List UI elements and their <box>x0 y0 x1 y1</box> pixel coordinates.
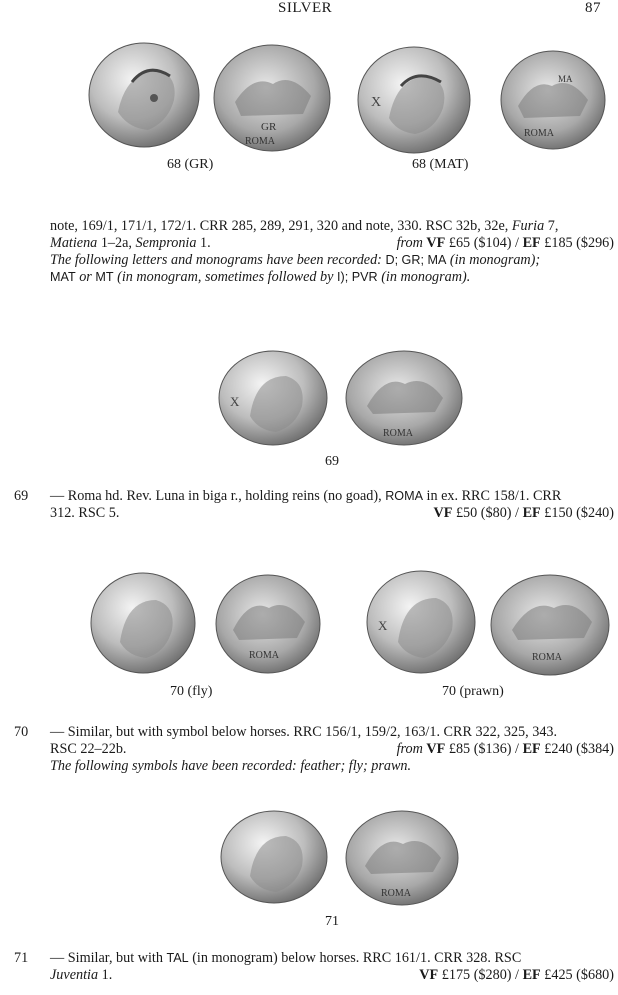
caption-71: 71 <box>325 914 339 929</box>
caption-69: 69 <box>325 454 339 469</box>
entry-71-number: 71 <box>14 950 29 966</box>
coin-68-mat-obverse <box>357 46 471 154</box>
coin-71-obverse <box>220 810 328 904</box>
running-head: SILVER <box>278 0 333 16</box>
caption-70-fly: 70 (fly) <box>170 684 213 699</box>
coin-68-mat-reverse <box>500 50 606 150</box>
price-68: from VF £65 ($104) / EF £185 ($296) <box>396 235 614 251</box>
coin-70-fly-reverse <box>215 574 321 674</box>
coin-69-obverse <box>218 350 328 446</box>
svg-text:ROMA: ROMA <box>532 652 563 663</box>
caption-70-prawn: 70 (prawn) <box>442 684 504 699</box>
entry-69-number: 69 <box>14 488 29 504</box>
svg-text:ROMA: ROMA <box>249 650 280 661</box>
svg-text:X: X <box>230 394 240 409</box>
coin-70-prawn-obverse <box>366 570 476 674</box>
coin-legend: GR <box>261 121 277 133</box>
entry-70-text: — Similar, but with symbol below horses. RRC 156/1, 159/2, 163/1. CRR 322, 325, 343. RSC 22–22b. from VF £85 ($136) / EF £240 ($384) The following symbols have been recorded: feather; fly; prawn. <box>50 724 614 774</box>
entry-69-text: — Roma hd. Rev. Luna in biga r., holding reins (no goad), ROMA in ex. RRC 158/1. CRR 312. RSC 5. VF £50 ($80) / EF £150 ($240) <box>50 488 614 521</box>
price-69: VF £50 ($80) / EF £150 ($240) <box>433 505 614 521</box>
entry-70-number: 70 <box>14 724 29 740</box>
svg-text:X: X <box>378 618 388 633</box>
coin-68-gr-obverse <box>88 42 200 148</box>
svg-text:ROMA: ROMA <box>383 428 414 439</box>
price-70: from VF £85 ($136) / EF £240 ($384) <box>396 741 614 757</box>
coin-71-reverse <box>345 810 459 906</box>
caption-68-gr: 68 (GR) <box>167 157 214 172</box>
coin-exergue: ROMA <box>245 136 276 147</box>
page-number: 87 <box>585 0 601 16</box>
svg-text:ROMA: ROMA <box>524 128 555 139</box>
svg-text:ROMA: ROMA <box>381 888 412 899</box>
svg-text:X: X <box>371 95 382 110</box>
coin-70-fly-obverse <box>90 572 196 674</box>
coin-68-gr-reverse <box>213 44 331 152</box>
caption-68-mat: 68 (MAT) <box>412 157 469 172</box>
entry-68-text: note, 169/1, 171/1, 172/1. CRR 285, 289, 291, 320 and note, 330. RSC 32b, 32e, Furia 7, Matiena 1–2a, Sempronia 1. from VF £65 ($104) / EF £185 ($296) The following letters and monograms have been recorded: D; GR; MA (in monogram); MAT or MT (in monogram, sometimes followed by I); PVR (in monogram). <box>50 218 614 285</box>
coin-69-reverse <box>345 350 463 446</box>
entry-71-text: — Similar, but with TAL (in monogram) below horses. RRC 161/1. CRR 328. RSC Juventia 1. VF £175 ($280) / EF £425 ($680) <box>50 950 614 983</box>
coin-70-prawn-reverse <box>490 574 610 676</box>
svg-text:MA: MA <box>558 74 573 84</box>
price-71: VF £175 ($280) / EF £425 ($680) <box>419 967 614 983</box>
